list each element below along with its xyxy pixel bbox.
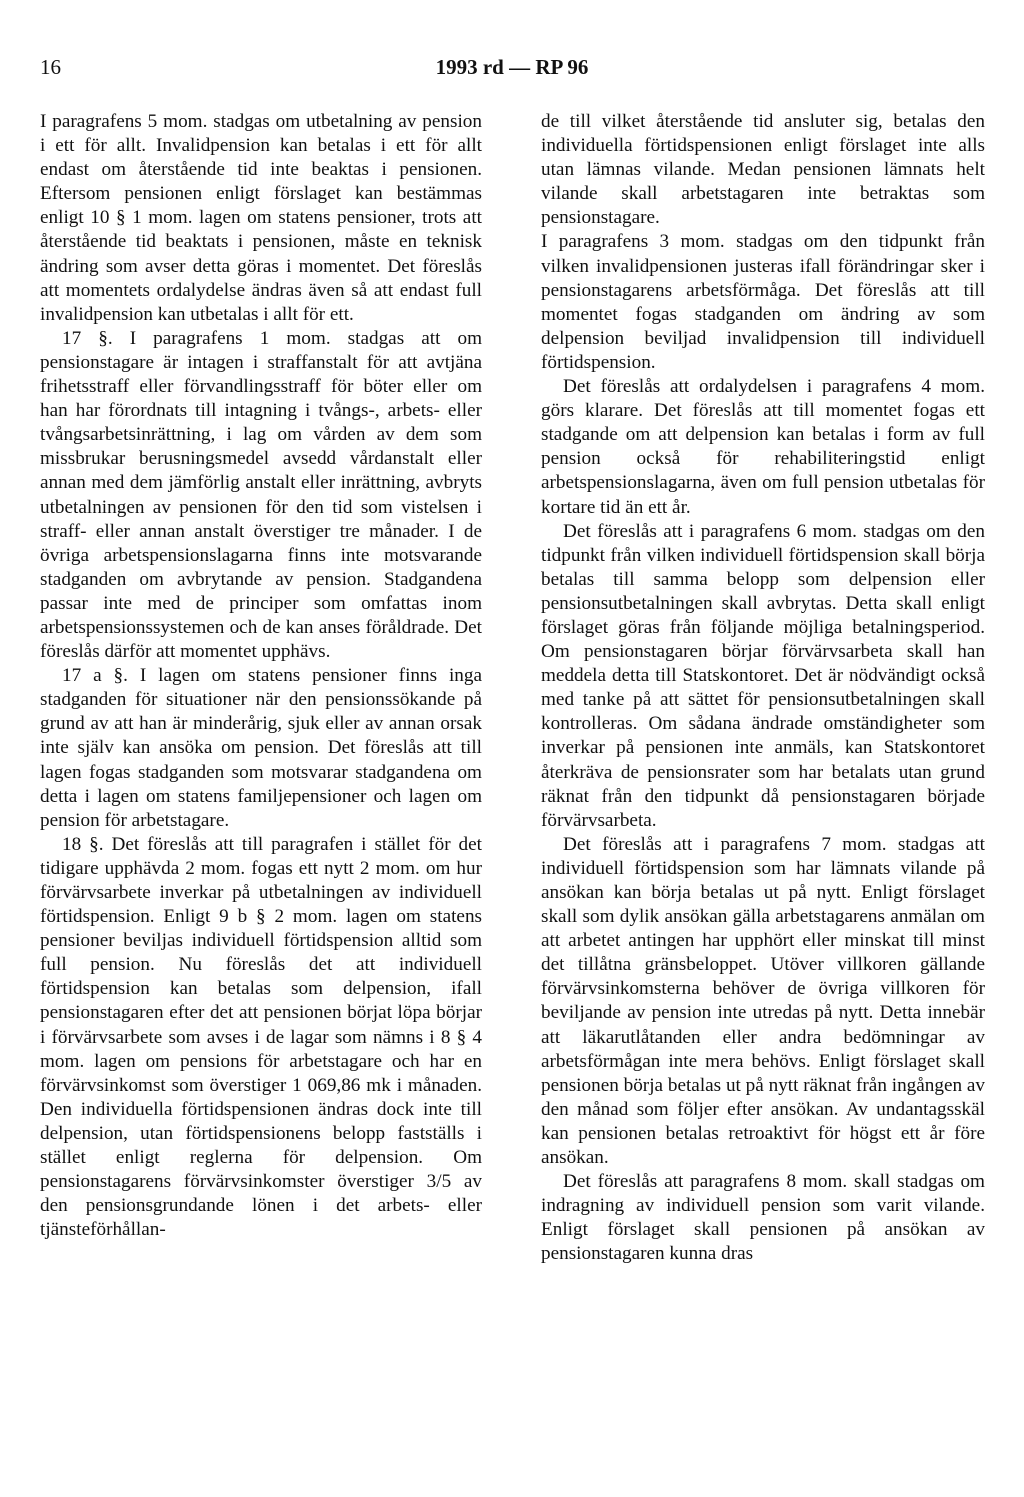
paragraph: de till vilket återstående tid ansluter sig, betalas den individuella förtidspensionen enligt förslaget inte alls utan lämnas vilande. Medan pensionen lämnats helt vilande skall arbetstagaren inte betraktas som pensionstagare. — [541, 111, 985, 229]
right-column — [541, 110, 985, 1267]
paragraph: I paragrafens 5 mom. stadgas om utbetalning av pension i ett för allt. Invalidpension kan betalas i ett för allt endast om återstående tid inte beaktas i pensionen. Eftersom pensionen enligt förslaget kan bestämmas enligt 10 § 1 mom. lagen om statens pensioner, trots att återstående tid beaktats i pensionen, måste en teknisk ändring som avser detta göras i momentet. Det föreslås att momentets ordalydelse ändras även så att endast full invalidpension kan utbetalas i allt för ett. — [40, 111, 482, 325]
paragraph: I paragrafens 3 mom. stadgas om den tidpunkt från vilken invalidpensionen justeras ifall förändringar sker i pensionstagarens arbetsförmåga. Det föreslås att till momentet fogas stadganden om ändring av som delpension beviljad invalidpension till individuell förtidspension. — [541, 231, 985, 373]
running-head: 1993 rd — RP 96 — [435, 55, 589, 79]
paragraph: Det föreslås att paragrafens 8 mom. skall stadgas om indragning av individuell pension som varit vilande. Enligt förslaget skall pensionen på ansökan av pensionstagaren kunna dras — [541, 1171, 985, 1265]
paragraph: 18 §. Det föreslås att till paragrafen i stället för det tidigare upphävda 2 mom. fogas ett nytt 2 mom. om hur förvärvsarbete inverkar på utbetalningen av individuell förtidspension. Enligt 9 b § 2 mom. lagen om statens pensioner beviljas individuell förtidspension alltid som full pension. Nu föreslås det att individuell förtidspension kan betalas som delpension, ifall pensionstagaren efter det att pensionen börjat löpa börjar i förvärvsarbete som avses i de lagar som nämns i 8 § 4 mom. lagen om pensions för arbetstagare och har en förvärvsinkomst som överstiger 1 069,86 mk i månaden. Den individuella förtidspensionen ändras dock inte till delpension, utan förtidspensionens belopp fastställs i stället enligt reglerna för delpension. Om pensionstagarens förvärvsinkomster överstiger 3/5 av den pensionsgrundande lönen i det arbets- eller tjänsteförhållan- — [40, 833, 482, 1241]
paragraph: Det föreslås att i paragrafens 6 mom. stadgas om den tidpunkt från vilken individuell förtidspension skall börja betalas till samma belopp som delpension eller pensionsutbetalningen skall avbrytas. Detta skall enligt förslaget göras från följande möjliga betalningsperiod. Om pensionstagaren börjar förvärvsarbeta skall han meddela detta till Statskontoret. Det är nödvändigt också med tanke på att sättet för pensionsutbetalningen skall kontrolleras. Om sådana ändrade omständigheter som inverkar på pensionen inte anmäls, kan Statskontoret återkräva de pensionsrater som har betalats utan grund räknat från den tidpunkt då pensionstagaren började förvärvsarbeta. — [541, 520, 985, 831]
paragraph: Det föreslås att i paragrafens 7 mom. stadgas att individuell förtidspension som har lämnats vilande på ansökan kan börja betalas ut på nytt. Enligt förslaget skall som dylik ansökan gälla arbetstagarens anmälan om att arbetet antingen har upphört eller minskat till minst det tillåtna gränsbeloppet. Utöver villkoren gällande förvärvsinkomsterna behöver de övriga villkoren för beviljande av pension inte utredas på nytt. Detta innebär att läkarutlåtanden eller andra bedömningar av arbetsförmågan inte mera behövs. Enligt förslaget skall pensionen börja betalas ut på nytt räknat från ingången av den månad som följer efter ansökan. Av undantagsskäl kan pensionen betalas retroaktivt för högst ett år före ansökan. — [541, 833, 985, 1169]
paragraph: 17 a §. I lagen om statens pensioner finns inga stadganden för situationer när den pensionssökande på grund av att han är minderårig, sjuk eller av annan orsak inte själv kan ansöka om pension. Det föreslås att till lagen fogas stadganden som motsvarar stadgandena om detta i lagen om statens familjepensioner och lagen om pension för arbetstagare. — [40, 665, 482, 831]
paragraph: 17 §. I paragrafens 1 mom. stadgas att om pensionstagare är intagen i straffanstalt för att avtjäna frihetsstraff eller förvandlingsstraff för böter eller om han har förordnats till intagning i tvångs-, arbets- eller tvångsarbetsinrättning, i lag om vården av dem som missbrukar berusningsmedel avsedd vårdanstalt eller annan med dem jämförlig anstalt eller inrättning, avbryts utbetalningen av pensionen för den tid som vistelsen i straff- eller annan anstalt överstiger tre månader. I de övriga arbetspensionslagarna finns inte motsvarande stadganden om avbrytande av pension. Stadgandena passar inte med de principer som omfattas inom arbetspensionssystemen och de kan anses föråldrade. Det föreslås därför att momentet upphävs. — [40, 327, 482, 663]
page-header — [40, 52, 984, 82]
left-column — [40, 110, 482, 1242]
page-number: 16 — [40, 55, 61, 79]
paragraph: Det föreslås att ordalydelsen i paragrafens 4 mom. görs klarare. Det föreslås att till momentet fogas ett stadgande om att delpension kan betalas i form av full pension också för rehabiliteringstid enligt arbetspensionslagarna, även om full pension utbetalas för kortare tid än ett år. — [541, 376, 985, 518]
